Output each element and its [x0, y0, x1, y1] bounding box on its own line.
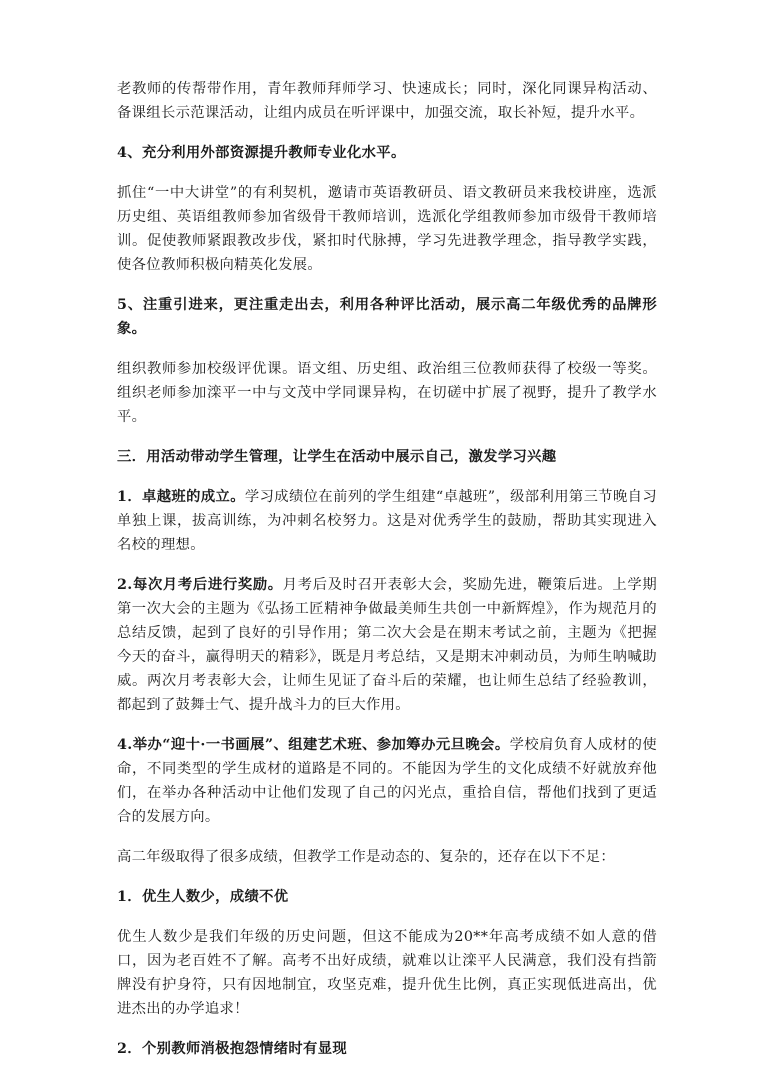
paragraph-mentoring — [117, 77, 657, 125]
heading-negative-attitude — [117, 1037, 657, 1061]
paragraph-lead: 1．卓越班的成立。 — [117, 489, 245, 505]
paragraph-shortcomings-intro — [117, 845, 657, 869]
paragraph-text: 组织教师参加校级评优课。语文组、历史组、政治组三位教师获得了校级一等奖。组织老师参加滦平一中与文茂中学同课异构，在切磋中扩展了视野，提升了教学水平。 — [117, 361, 657, 425]
paragraph-evaluation-lessons — [117, 357, 657, 429]
paragraph-top-students — [117, 925, 657, 1021]
heading-section-three — [117, 445, 657, 469]
heading-text: 5、注重引进来，更注重走出去，利用各种评比活动，展示高二年级优秀的品牌形象。 — [117, 297, 657, 337]
paragraph-text: 优生人数少是我们年级的历史问题，但这不能成为20**年高考成绩不如人意的借口，因为老百姓不了解。高考不出好成绩，就难以让滦平人民满意，我们没有挡箭牌没有护身符，只有因地制宜，攻坚克难，提升优生比例，真正实现低进高出，优进杰出的办学追求！ — [117, 929, 657, 1017]
heading-bring-in-go-out — [117, 293, 657, 341]
paragraph-text: 老教师的传帮带作用，青年教师拜师学习、快速成长；同时，深化同课异构活动、备课组长示范课活动，让组内成员在听评课中，加强交流，取长补短，提升水平。 — [117, 81, 657, 121]
paragraph-excellence-class — [117, 485, 657, 557]
heading-text: 2．个别教师消极抱怨情绪时有显现 — [117, 1041, 347, 1057]
paragraph-text: 高二年级取得了很多成绩，但教学工作是动态的、复杂的，还存在以下不足： — [117, 849, 615, 865]
heading-external-resources — [117, 141, 657, 165]
paragraph-text: 学校肩负育人成材的使命，不同类型的学生成材的道路是不同的。不能因为学生的文化成绩不好就放弃他们，在举办各种活动中让他们发现了自己的闪光点，重拾自信，帮他们找到了更适合的发展方向。 — [117, 737, 657, 825]
paragraph-lecture-hall — [117, 181, 657, 277]
paragraph-lead: 4.举办“迎十·一书画展”、组建艺术班、参加筹办元旦晚会。 — [117, 737, 510, 753]
heading-few-top-students — [117, 885, 657, 909]
paragraph-lead: 2.每次月考后进行奖励。 — [117, 577, 283, 593]
paragraph-art-activities — [117, 733, 657, 829]
heading-text: 4、充分利用外部资源提升教师专业化水平。 — [117, 145, 406, 161]
paragraph-text: 月考后及时召开表彰大会，奖励先进，鞭策后进。上学期第一次大会的主题为《弘扬工匠精神争做最美师生共创一中新辉煌》，作为规范月的总结反馈，起到了良好的引导作用；第二次大会是在期末考试之前，主题为《把握今天的奋斗，赢得明天的精彩》，既是月考总结，又是期末冲刺动员，为师生呐喊助威。两次月考表彰大会，让师生见证了奋斗后的荣耀，也让师生总结了经验教训，都起到了鼓舞士气、提升战斗力的巨大作用。 — [117, 577, 657, 713]
document-body — [117, 77, 657, 1077]
paragraph-text: 学习成绩位在前列的学生组建“卓越班”，级部利用第三节晚自习单独上课，拔高训练，为冲刺名校努力。这是对优秀学生的鼓励，帮助其实现进入名校的理想。 — [117, 489, 657, 553]
heading-text: 三．用活动带动学生管理，让学生在活动中展示自己，激发学习兴趣 — [117, 449, 557, 465]
paragraph-monthly-awards — [117, 573, 657, 717]
heading-text: 1．优生人数少，成绩不优 — [117, 889, 289, 905]
paragraph-text: 抓住“一中大讲堂”的有利契机，邀请市英语教研员、语文教研员来我校讲座，选派历史组、英语组教师参加省级骨干教师培训，选派化学组教师参加市级骨干教师培训。促使教师紧跟教改步伐，紧扣时代脉搏，学习先进教学理念，指导教学实践，使各位教师积极向精英化发展。 — [117, 185, 657, 273]
